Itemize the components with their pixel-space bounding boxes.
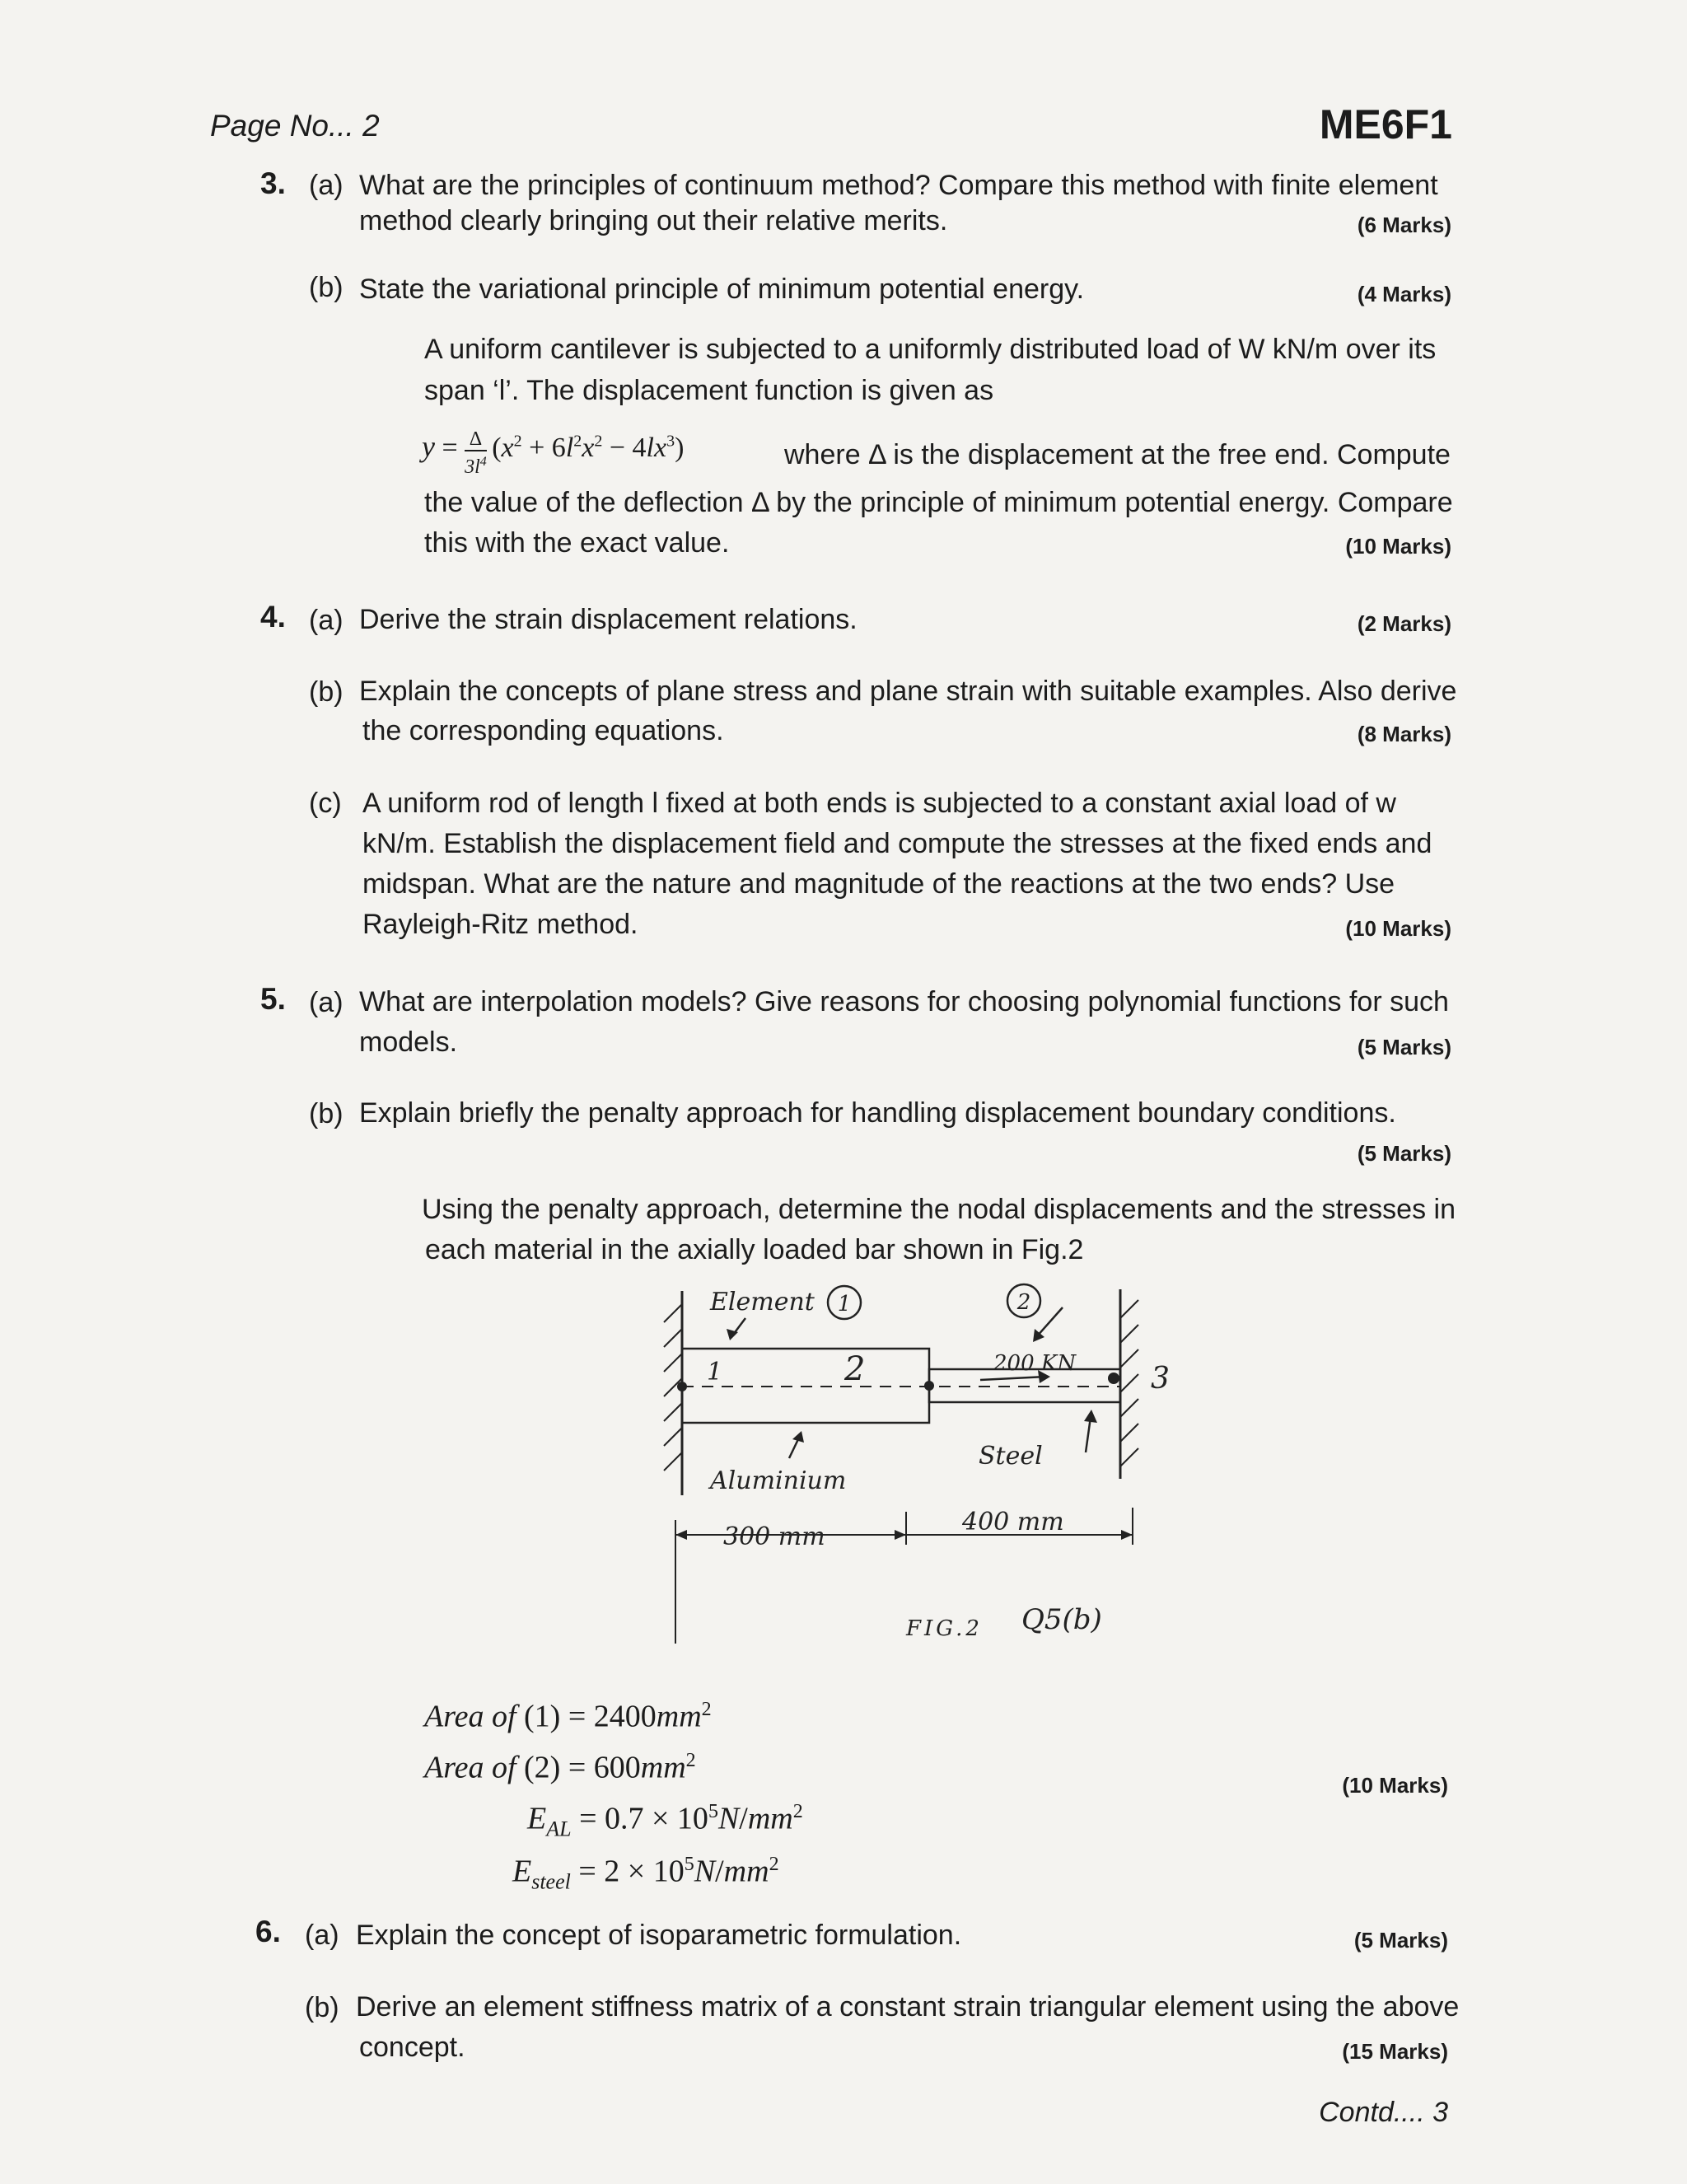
q4a-text: Derive the strain displacement relations. [359, 604, 858, 635]
q5b2-line1: Using the penalty approach, determine the nodal displacements and the stresses in [422, 1194, 1456, 1225]
area-1: Area of $(1) = 2400mm^2$ [424, 1699, 712, 1734]
q4c-line4: Rayleigh-Ritz method. [362, 909, 638, 940]
e-steel: $E_{steel} = 2 \times 10^5N/mm^2$ [512, 1854, 779, 1894]
q5b-text: Explain briefly the penalty approach for handling displacement boundary conditions. [359, 1097, 1396, 1129]
area-2: Area of $(2) = 600mm^2$ [424, 1750, 696, 1785]
q3a-line2: method clearly bringing out their relative merits. [359, 205, 948, 236]
q6a-marks: (5 Marks) [1353, 1928, 1448, 1953]
q4c-line1: A uniform rod of length l fixed at both ends is subjected to a constant axial load of w [362, 788, 1396, 819]
fig2-load-label: 200 KN [993, 1351, 1077, 1376]
q6b-line1: Derive an element stiffness matrix of a constant strain triangular element using the above [356, 1991, 1460, 2023]
q4a-marks: (2 Marks) [1357, 611, 1451, 636]
q5a-line2: models. [359, 1027, 458, 1058]
q4c-marks: (10 Marks) [1345, 916, 1451, 941]
q6b-label: (b) [305, 1992, 339, 2023]
fig2-element-2: 2 [1016, 1290, 1031, 1315]
q3b2-line1: A uniform cantilever is subjected to a uniformly distributed load of W kN/m over its [424, 334, 1437, 365]
q4b-label: (b) [309, 676, 343, 708]
q4b-marks: (8 Marks) [1357, 722, 1451, 746]
question-4-number: 4. [260, 600, 286, 634]
fig2-caption: FIG.2 [906, 1616, 983, 1641]
page-number: Page No... 2 [210, 109, 380, 143]
question-6-number: 6. [255, 1915, 281, 1948]
q5b2-line2: each material in the axially loaded bar shown in Fig.2 [425, 1234, 1084, 1265]
fig2-element-label: Element [710, 1288, 815, 1316]
q6b-marks: (15 Marks) [1342, 2039, 1448, 2064]
q3b-label: (b) [309, 272, 343, 303]
q4a-label: (a) [309, 605, 343, 636]
q4c-label: (c) [309, 788, 342, 819]
fig2-material-aluminium: Aluminium [710, 1466, 847, 1495]
q3b2-line4: the value of the deflection Δ by the principle of minimum potential energy. Compare [424, 487, 1453, 518]
subject-code: ME6F1 [1319, 101, 1452, 147]
fig2-element-1: 1 [837, 1292, 852, 1316]
q5b2-marks: (10 Marks) [1342, 1773, 1448, 1798]
q6a-label: (a) [305, 1920, 339, 1951]
q4c-line3: midspan. What are the nature and magnitude of the reactions at the two ends? Use [362, 868, 1395, 900]
q4c-line2: kN/m. Establish the displacement field and compute the stresses at the fixed ends and [362, 828, 1432, 859]
q6a-text: Explain the concept of isoparametric formulation. [356, 1920, 962, 1951]
fig2-material-steel: Steel [979, 1442, 1043, 1471]
fig2-ref: Q5(b) [1021, 1603, 1102, 1636]
q3a-line1: What are the principles of continuum method? Compare this method with finite element [359, 170, 1438, 201]
q5b-label: (b) [309, 1098, 343, 1129]
fig2-node-3: 3 [1151, 1362, 1170, 1396]
q4b-line1: Explain the concepts of plane stress and plane strain with suitable examples. Also derive [359, 676, 1457, 707]
q3b2-marks: (10 Marks) [1345, 534, 1451, 559]
question-5-number: 5. [260, 982, 286, 1016]
displacement-formula: y = $\frac{\Delta}{3l^4}$ $(x^2 + 6l^2x^2 - 4lx^3)$ [422, 428, 685, 478]
fig2-sketch [634, 1273, 1170, 1660]
q3b-marks: (4 Marks) [1357, 282, 1451, 306]
fig2-node-1: 1 [707, 1358, 723, 1387]
q5a-marks: (5 Marks) [1357, 1035, 1451, 1059]
question-3-number: 3. [260, 166, 286, 200]
q6b-line2: concept. [359, 2032, 465, 2063]
q3a-label: (a) [309, 170, 343, 201]
fig2-dim-300: 300 mm [723, 1522, 825, 1551]
fig2-dim-400: 400 mm [962, 1508, 1064, 1536]
q5b-marks: (5 Marks) [1357, 1141, 1451, 1166]
q3b-text: State the variational principle of minimum potential energy. [359, 274, 1085, 305]
q3b2-formula-tail: where Δ is the displacement at the free end. Compute [784, 439, 1451, 470]
q5a-line1: What are interpolation models? Give reasons for choosing polynomial functions for such [359, 986, 1449, 1017]
fig2-node-2: 2 [844, 1350, 866, 1388]
q3a-marks: (6 Marks) [1357, 213, 1451, 237]
q3b2-line5: this with the exact value. [424, 527, 730, 559]
continued-note: Contd.... 3 [1319, 2097, 1448, 2128]
q4b-line2: the corresponding equations. [362, 715, 724, 746]
q5a-label: (a) [309, 987, 343, 1018]
e-aluminium: $E_{AL} = 0.7 \times 10^5N/mm^2$ [527, 1801, 803, 1841]
q3b2-line2: span ‘l’. The displacement function is given as [424, 375, 994, 406]
